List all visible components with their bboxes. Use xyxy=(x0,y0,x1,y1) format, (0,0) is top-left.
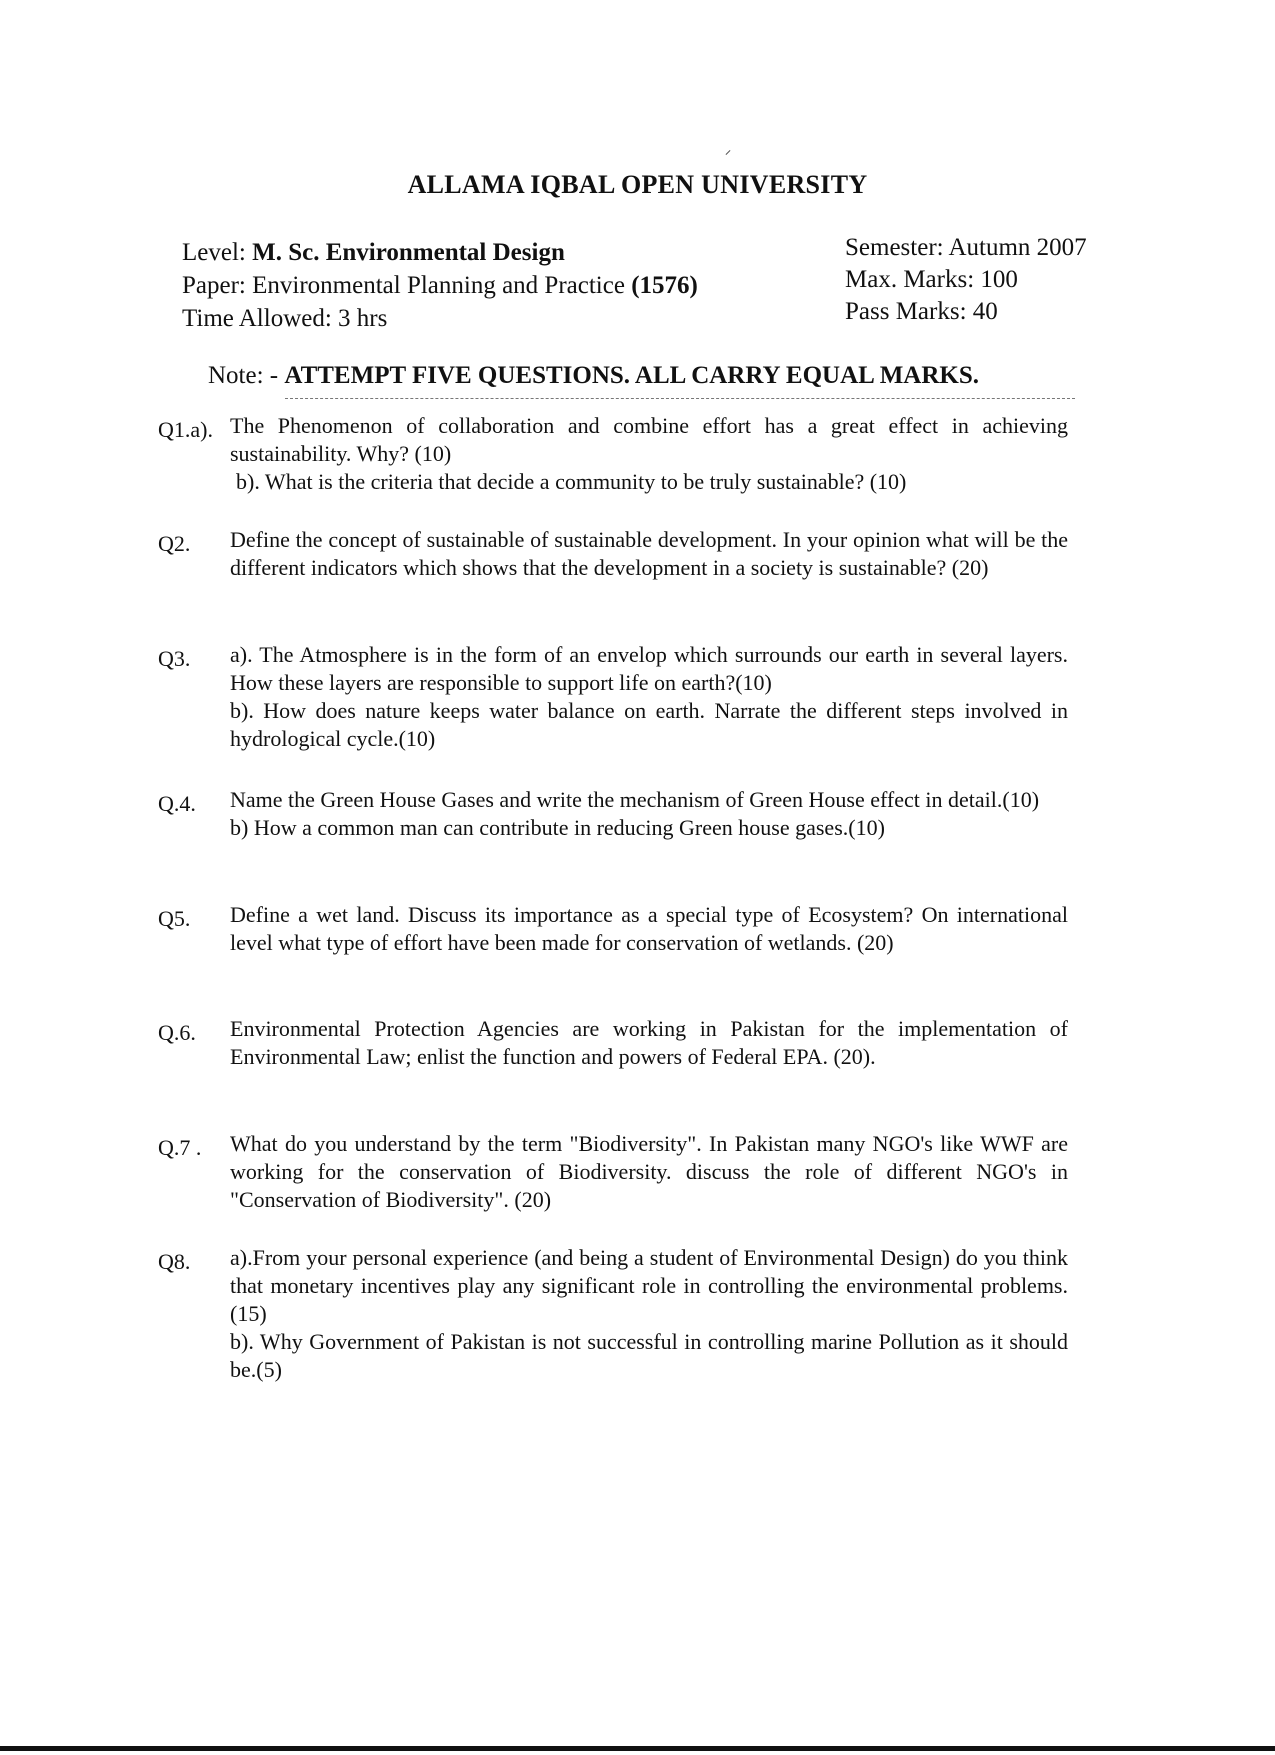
paper-label: Paper: Environmental Planning and Practice xyxy=(182,272,625,299)
question-number: Q5. xyxy=(158,906,191,931)
question-number: Q1.a). xyxy=(158,417,213,442)
question-3 xyxy=(158,641,1068,753)
question-number: Q8. xyxy=(158,1249,191,1274)
question-5 xyxy=(158,901,1068,957)
question-number: Q.7 . xyxy=(158,1135,202,1160)
exam-info-right xyxy=(845,232,1087,328)
pass-marks: Pass Marks: 40 xyxy=(845,298,998,325)
note-underline xyxy=(285,398,1075,399)
stray-mark xyxy=(726,150,731,155)
question-text: a).From your personal experience (and being a student of Environmental Design) do you think that monetary incentives play any significant role in controlling the environmental problems.(15) xyxy=(230,1245,1068,1326)
question-4 xyxy=(158,786,1068,842)
semester: Semester: Autumn 2007 xyxy=(845,234,1087,261)
exam-info-left xyxy=(182,236,698,335)
note-label: Note: - xyxy=(208,362,279,389)
question-number: Q2. xyxy=(158,531,191,556)
max-marks: Max. Marks: 100 xyxy=(845,266,1018,293)
question-number: Q.4. xyxy=(158,791,196,816)
university-title: ALLAMA IQBAL OPEN UNIVERSITY xyxy=(407,170,868,199)
question-number: Q3. xyxy=(158,646,191,671)
paper-code: (1576) xyxy=(631,272,698,299)
paper-row xyxy=(182,269,698,302)
question-text: Define a wet land. Discuss its importance as a special type of Ecosystem? On international level what type of effort have been made for conservation of wetlands. (20) xyxy=(230,902,1068,955)
question-subpart: b). Why Government of Pakistan is not successful in controlling marine Pollution as it should be.(5) xyxy=(230,1329,1068,1382)
page-bottom-border xyxy=(0,1746,1275,1751)
question-text: a). The Atmosphere is in the form of an envelop which surrounds our earth in several layers. How these layers are responsible to support life on earth?(10) xyxy=(230,642,1068,695)
question-text: The Phenomenon of collaboration and combine effort has a great effect in achieving sustainability. Why? (10) xyxy=(230,413,1068,466)
level-row xyxy=(182,236,698,269)
time-allowed: Time Allowed: 3 hrs xyxy=(182,305,388,332)
question-number: Q.6. xyxy=(158,1020,196,1045)
question-7 xyxy=(158,1130,1068,1214)
note-text: ATTEMPT FIVE QUESTIONS. ALL CARRY EQUAL MARKS. xyxy=(284,362,979,389)
level-label: Level: xyxy=(182,239,246,266)
question-text: Name the Green House Gases and write the mechanism of Green House effect in detail.(10) xyxy=(230,787,1040,812)
question-text: Environmental Protection Agencies are working in Pakistan for the implementation of Environmental Law; enlist the function and powers of Federal EPA. (20). xyxy=(230,1016,1068,1069)
level-value: M. Sc. Environmental Design xyxy=(252,239,565,266)
instruction-note xyxy=(208,362,979,390)
question-subpart: b) How a common man can contribute in reducing Green house gases.(10) xyxy=(230,815,885,840)
question-text: Define the concept of sustainable of sustainable development. In your opinion what will be the different indicators which shows that the development in a society is sustainable? (20) xyxy=(230,527,1068,580)
question-subpart: b). What is the criteria that decide a community to be truly sustainable? (10) xyxy=(236,469,907,494)
question-text: What do you understand by the term "Biodiversity". In Pakistan many NGO's like WWF are working for the conservation of Biodiversity. discuss the role of different NGO's in "Conservation of Biodiversity". (20) xyxy=(230,1131,1068,1212)
question-6 xyxy=(158,1015,1068,1071)
question-2 xyxy=(158,526,1068,582)
question-1 xyxy=(158,412,1068,496)
question-subpart: b). How does nature keeps water balance on earth. Narrate the different steps involved in hydrological cycle.(10) xyxy=(230,698,1068,751)
question-8 xyxy=(158,1244,1068,1384)
